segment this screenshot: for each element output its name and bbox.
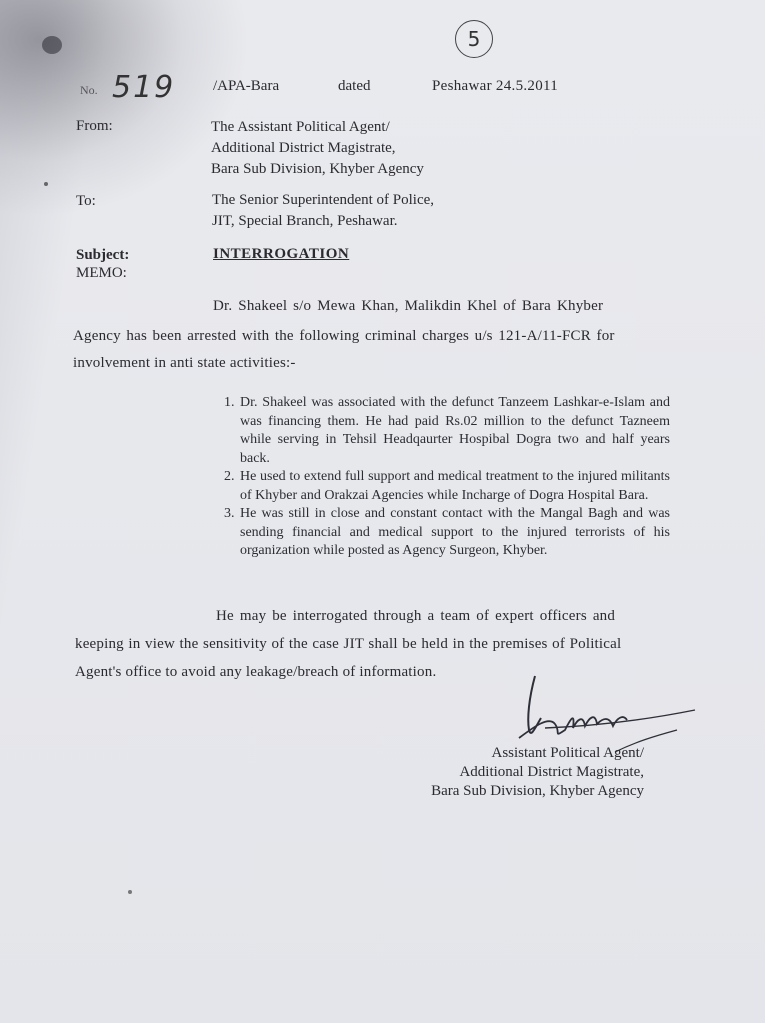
subject-label: Subject:: [76, 247, 130, 263]
signature-line: Additional District Magistrate,: [459, 764, 644, 780]
to-line: JIT, Special Branch, Peshawar.: [212, 213, 398, 229]
subject-title: INTERROGATION: [213, 246, 350, 262]
reference-office: /APA-Bara: [213, 78, 280, 94]
to-line: The Senior Superintendent of Police,: [212, 192, 435, 208]
intro-line-2: Agency has been arrested with the following criminal charges u/s 121-A/11-FCR for: [73, 328, 615, 344]
signature-block: [400, 744, 644, 801]
page-number: [455, 20, 493, 58]
from-block: [211, 117, 424, 180]
from-line: The Assistant Political Agent/: [211, 119, 390, 135]
to-block: [212, 190, 434, 232]
charges-list: [212, 394, 670, 561]
from-line: Bara Sub Division, Khyber Agency: [211, 161, 424, 177]
memo-label: MEMO:: [76, 265, 127, 281]
intro-line-1: Dr. Shakeel s/o Mewa Khan, Malikdin Khel of Bara Khyber: [213, 298, 604, 314]
list-item: 3. He was still in close and constant contact with the Mangal Bagh and was sending financial and medical support to the injured terrorists of his organization while posted as Agency Surgeon, Khyber.: [238, 505, 670, 561]
dated-label: dated: [338, 78, 371, 94]
stray-mark: [128, 890, 132, 894]
punch-hole-mark: [42, 36, 62, 54]
from-line: Additional District Magistrate,: [211, 140, 396, 156]
stray-mark: [44, 182, 48, 186]
intro-line-3: involvement in anti state activities:-: [73, 355, 296, 371]
signature-line: Bara Sub Division, Khyber Agency: [431, 783, 644, 799]
reference-number: 519: [112, 70, 176, 105]
place-date: Peshawar 24.5.2011: [432, 78, 559, 94]
list-item: 1. Dr. Shakeel was associated with the defunct Tanzeem Lashkar-e-Islam and was financing them. He had paid Rs.02 million to the defunct Tazneem while serving in Tehsil Headqaurter Hospibal Dogra two and half years back.: [238, 394, 670, 468]
page-number-value: 5: [467, 27, 481, 51]
list-item: 2. He used to extend full support and medical treatment to the injured militants of Khyber and Orakzai Agencies while Incharge of Dogra Hospital Bara.: [238, 468, 670, 505]
from-label: From:: [76, 118, 113, 134]
to-label: To:: [76, 193, 96, 209]
closing-line-2: keeping in view the sensitivity of the case JIT shall be held in the premises of Political: [75, 636, 622, 652]
signature-line: Assistant Political Agent/: [491, 745, 644, 761]
closing-line-3: Agent's office to avoid any leakage/breach of information.: [75, 664, 437, 680]
closing-line-1: He may be interrogated through a team of expert officers and: [216, 608, 616, 624]
no-label: No.: [80, 83, 98, 97]
